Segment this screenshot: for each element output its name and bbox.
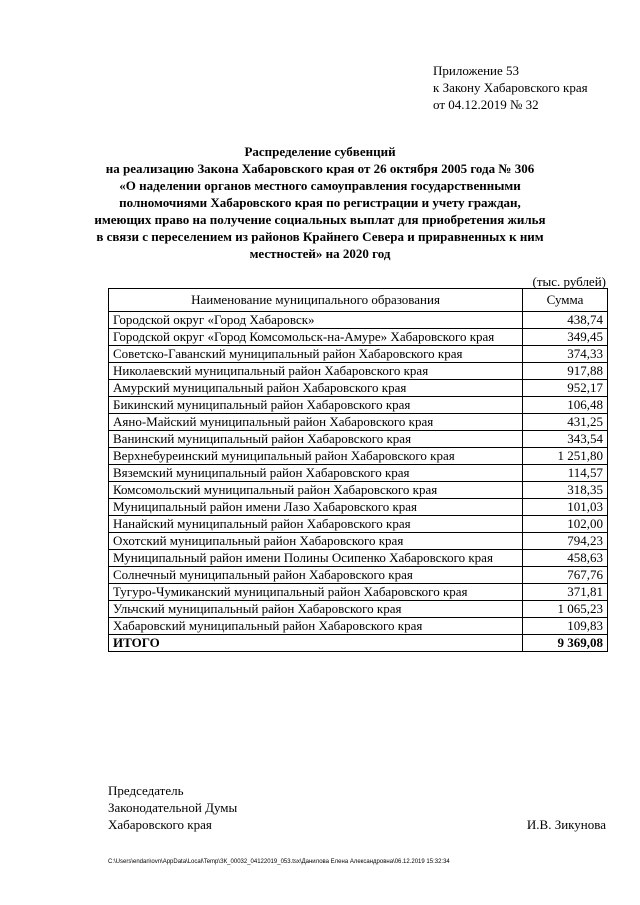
municipality-name: Муниципальный район имени Полины Осипенко Хабаровского края — [109, 550, 523, 567]
table-row — [109, 584, 608, 601]
municipality-sum: 343,54 — [523, 431, 608, 448]
table-row — [109, 601, 608, 618]
column-header-name: Наименование муниципального образования — [109, 289, 523, 312]
document-title — [90, 143, 550, 262]
table-row — [109, 414, 608, 431]
municipality-sum: 349,45 — [523, 329, 608, 346]
municipality-sum: 794,23 — [523, 533, 608, 550]
municipality-name: Солнечный муниципальный район Хабаровского края — [109, 567, 523, 584]
municipality-sum: 101,03 — [523, 499, 608, 516]
table-row — [109, 482, 608, 499]
municipality-name: Аяно-Майский муниципальный район Хабаровского края — [109, 414, 523, 431]
total-label: ИТОГО — [109, 635, 523, 652]
municipality-sum: 438,74 — [523, 312, 608, 329]
title-line-2: на реализацию Закона Хабаровского края от 26 октября 2005 года № 306 — [105, 161, 535, 176]
municipality-name: Верхнебуреинский муниципальный район Хабаровского края — [109, 448, 523, 465]
title-line-3: «О наделении органов местного самоуправления государственными полномочиями Хабаровского края по регистрации и учету граждан, имеющих право на получение социальных выплат для приобретения жилья в связи с переселением из районов Крайнего Севера и приравненных к ним местностей» на 2020 год — [94, 178, 546, 261]
table-row — [109, 550, 608, 567]
column-header-sum: Сумма — [523, 289, 608, 312]
file-path-footer: C:\Users\endan\ovn\AppData\Local\Temp\ЗК_00032_04122019_053.tsx\Данилова Елена Александровна\06.12.2019 15:32:34 — [108, 859, 450, 865]
municipality-sum: 1 065,23 — [523, 601, 608, 618]
table-row — [109, 380, 608, 397]
municipality-sum: 917,88 — [523, 363, 608, 380]
municipality-name: Ульчский муниципальный район Хабаровского края — [109, 601, 523, 618]
title-line-1: Распределение субвенций — [244, 144, 396, 159]
municipality-name: Городской округ «Город Комсомольск-на-Амуре» Хабаровского края — [109, 329, 523, 346]
table-row — [109, 533, 608, 550]
table-row — [109, 312, 608, 329]
signature-position-3: Хабаровского края — [108, 817, 212, 832]
appendix-number: Приложение 53 — [433, 63, 520, 78]
subsidy-table — [108, 288, 608, 652]
municipality-sum: 952,17 — [523, 380, 608, 397]
signature-name: И.В. Зикунова — [526, 817, 606, 832]
table-row — [109, 397, 608, 414]
table-row — [109, 363, 608, 380]
municipality-name: Ванинский муниципальный район Хабаровского края — [109, 431, 523, 448]
municipality-sum: 109,83 — [523, 618, 608, 635]
table-row — [109, 567, 608, 584]
municipality-sum: 318,35 — [523, 482, 608, 499]
municipality-sum: 371,81 — [523, 584, 608, 601]
municipality-name: Вяземский муниципальный район Хабаровского края — [109, 465, 523, 482]
municipality-name: Муниципальный район имени Лазо Хабаровского края — [109, 499, 523, 516]
signature-position-1: Председатель — [108, 783, 184, 798]
municipality-name: Тугуро-Чумиканский муниципальный район Хабаровского края — [109, 584, 523, 601]
municipality-sum: 106,48 — [523, 397, 608, 414]
signature-block — [108, 782, 237, 833]
table-row — [109, 346, 608, 363]
total-sum: 9 369,08 — [523, 635, 608, 652]
municipality-name: Охотский муниципальный район Хабаровского края — [109, 533, 523, 550]
table-row — [109, 499, 608, 516]
municipality-name: Амурский муниципальный район Хабаровского края — [109, 380, 523, 397]
table-row — [109, 618, 608, 635]
municipality-name: Советско-Гаванский муниципальный район Хабаровского края — [109, 346, 523, 363]
table-row — [109, 329, 608, 346]
unit-label: (тыс. рублей) — [532, 274, 606, 289]
appendix-date: от 04.12.2019 № 32 — [433, 97, 539, 112]
appendix-law: к Закону Хабаровского края — [433, 80, 588, 95]
municipality-sum: 102,00 — [523, 516, 608, 533]
table-header-row — [109, 289, 608, 312]
table-row — [109, 465, 608, 482]
appendix-header — [433, 62, 588, 113]
municipality-sum: 374,33 — [523, 346, 608, 363]
table-row — [109, 516, 608, 533]
municipality-name: Нанайский муниципальный район Хабаровского края — [109, 516, 523, 533]
total-row — [109, 635, 608, 652]
table-row — [109, 448, 608, 465]
municipality-name: Городской округ «Город Хабаровск» — [109, 312, 523, 329]
municipality-sum: 1 251,80 — [523, 448, 608, 465]
signature-position-2: Законодательной Думы — [108, 800, 238, 815]
municipality-name: Комсомольский муниципальный район Хабаровского края — [109, 482, 523, 499]
municipality-name: Бикинский муниципальный район Хабаровского края — [109, 397, 523, 414]
municipality-sum: 431,25 — [523, 414, 608, 431]
municipality-name: Хабаровский муниципальный район Хабаровского края — [109, 618, 523, 635]
municipality-sum: 458,63 — [523, 550, 608, 567]
municipality-name: Николаевский муниципальный район Хабаровского края — [109, 363, 523, 380]
table-row — [109, 431, 608, 448]
municipality-sum: 767,76 — [523, 567, 608, 584]
municipality-sum: 114,57 — [523, 465, 608, 482]
